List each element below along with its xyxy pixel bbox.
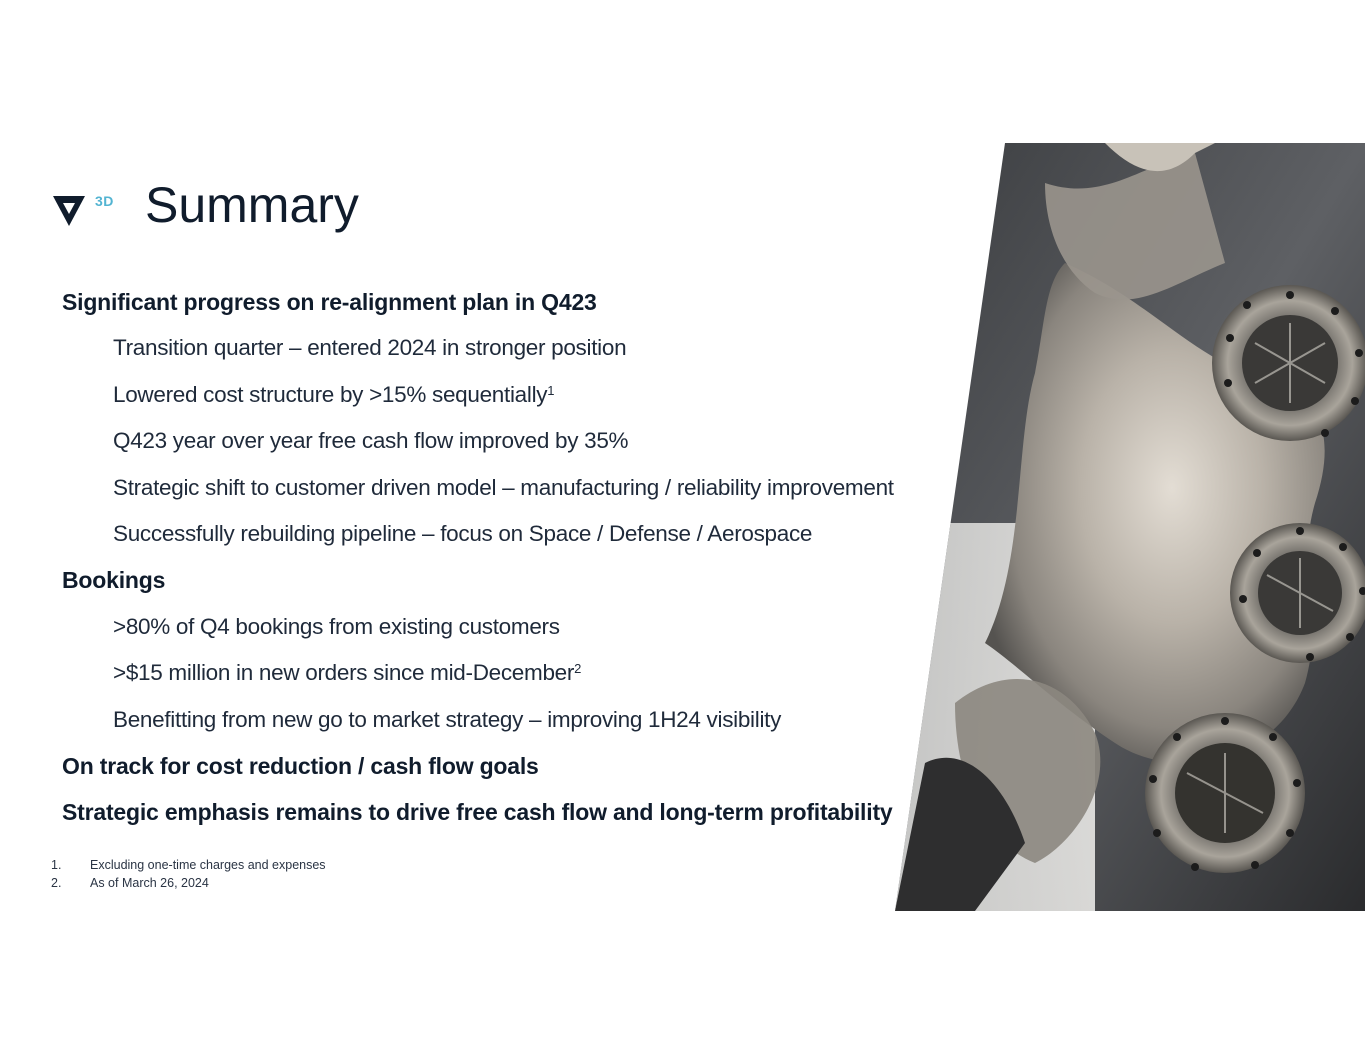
footnote-number: 2.	[51, 875, 62, 890]
summary-bullet	[62, 470, 992, 516]
summary-bullet	[62, 516, 992, 562]
footnote-marker: 2	[574, 661, 582, 677]
company-logo	[52, 192, 122, 232]
row-text: Transition quarter – entered 2024 in stronger position	[113, 335, 627, 361]
summary-heading	[62, 562, 992, 608]
footnotes	[51, 857, 326, 892]
summary-heading	[62, 284, 992, 330]
row-text: Benefitting from new go to market strategy – improving 1H24 visibility	[113, 706, 782, 732]
summary-bullet	[62, 702, 992, 748]
summary-bullet	[62, 423, 992, 469]
row-text: Strategic shift to customer driven model – manufacturing / reliability improvement	[113, 474, 894, 500]
row-text: Strategic emphasis remains to drive free cash flow and long-term profitability	[62, 799, 893, 826]
row-text: Lowered cost structure by >15% sequentially	[113, 381, 548, 407]
footnote-item	[51, 875, 326, 893]
footnote-text: As of March 26, 2024	[90, 875, 209, 890]
footnote-marker: 1	[547, 382, 555, 398]
summary-bullet	[62, 655, 992, 701]
summary-heading	[62, 794, 992, 840]
page-title: Summary	[145, 177, 359, 233]
summary-list	[62, 284, 992, 841]
row-text: >80% of Q4 bookings from existing customers	[113, 613, 560, 639]
row-text: Q423 year over year free cash flow improved by 35%	[113, 428, 629, 454]
footnote-text: Excluding one-time charges and expenses	[90, 858, 326, 872]
metal-3d-printed-part-photo	[895, 143, 1365, 911]
summary-heading	[62, 748, 992, 794]
footnote-number: 1.	[51, 858, 62, 872]
footnote-item	[51, 857, 326, 875]
row-text: Bookings	[62, 567, 166, 594]
logo-3d-text: 3D	[95, 193, 114, 209]
summary-bullet	[62, 330, 992, 376]
row-text: On track for cost reduction / cash flow goals	[62, 752, 539, 779]
row-text: >$15 million in new orders since mid-December	[113, 660, 575, 686]
row-text: Significant progress on re-alignment plan in Q423	[62, 289, 597, 315]
part-photo-graphic	[895, 143, 1365, 911]
summary-bullet	[62, 377, 992, 423]
triangle-v-logo-icon	[52, 192, 88, 228]
row-text: Successfully rebuilding pipeline – focus on Space / Defense / Aerospace	[113, 520, 813, 546]
summary-bullet	[62, 609, 992, 655]
